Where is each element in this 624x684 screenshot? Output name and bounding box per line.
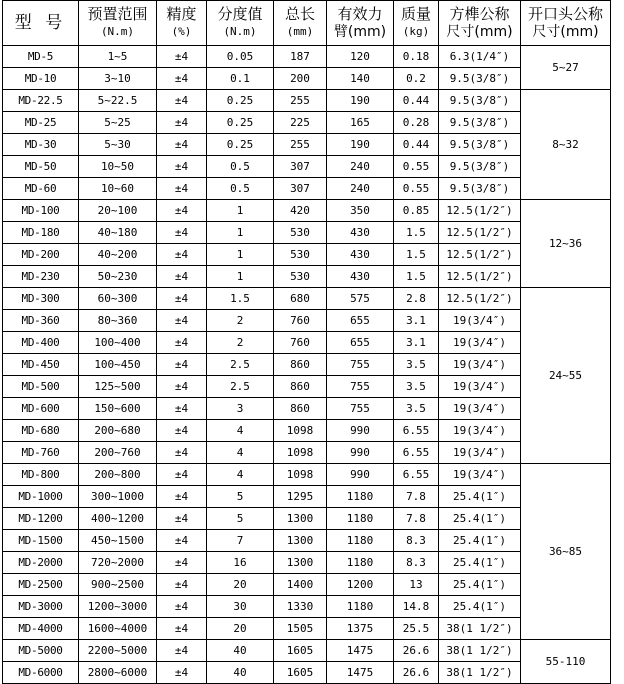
- range-cell: 150~600: [79, 398, 157, 420]
- weight-cell: 6.55: [394, 420, 439, 442]
- model-cell: MD-360: [3, 310, 79, 332]
- table-row: [3, 662, 611, 684]
- table-row: [3, 618, 611, 640]
- table-row: [3, 596, 611, 618]
- model-cell: MD-4000: [3, 618, 79, 640]
- header-arm: 有效力 臂(mm): [327, 1, 394, 46]
- length-cell: 255: [274, 90, 327, 112]
- range-cell: 10~50: [79, 156, 157, 178]
- accuracy-cell: ±4: [157, 310, 207, 332]
- table-row: [3, 244, 611, 266]
- length-cell: 1605: [274, 640, 327, 662]
- range-cell: 200~680: [79, 420, 157, 442]
- model-cell: MD-5000: [3, 640, 79, 662]
- accuracy-cell: ±4: [157, 464, 207, 486]
- square-size-cell: 19(3/4″): [439, 310, 521, 332]
- weight-cell: 2.8: [394, 288, 439, 310]
- table-row: [3, 200, 611, 222]
- accuracy-cell: ±4: [157, 354, 207, 376]
- division-cell: 40: [207, 640, 274, 662]
- arm-cell: 165: [327, 112, 394, 134]
- division-cell: 0.25: [207, 90, 274, 112]
- weight-cell: 3.1: [394, 332, 439, 354]
- model-cell: MD-200: [3, 244, 79, 266]
- length-cell: 860: [274, 398, 327, 420]
- range-cell: 125~500: [79, 376, 157, 398]
- table-row: [3, 332, 611, 354]
- model-cell: MD-25: [3, 112, 79, 134]
- arm-cell: 430: [327, 222, 394, 244]
- range-cell: 2200~5000: [79, 640, 157, 662]
- model-cell: MD-680: [3, 420, 79, 442]
- square-size-cell: 9.5(3/8″): [439, 68, 521, 90]
- length-cell: 860: [274, 376, 327, 398]
- table-row: [3, 508, 611, 530]
- weight-cell: 6.55: [394, 464, 439, 486]
- model-cell: MD-30: [3, 134, 79, 156]
- square-size-cell: 25.4(1″): [439, 596, 521, 618]
- arm-cell: 575: [327, 288, 394, 310]
- table-row: [3, 156, 611, 178]
- table-row: [3, 464, 611, 486]
- arm-cell: 190: [327, 134, 394, 156]
- length-cell: 530: [274, 244, 327, 266]
- length-cell: 1330: [274, 596, 327, 618]
- square-size-cell: 12.5(1/2″): [439, 222, 521, 244]
- division-cell: 2: [207, 310, 274, 332]
- length-cell: 1300: [274, 508, 327, 530]
- arm-cell: 1180: [327, 530, 394, 552]
- square-size-cell: 19(3/4″): [439, 464, 521, 486]
- division-cell: 40: [207, 662, 274, 684]
- weight-cell: 3.1: [394, 310, 439, 332]
- division-cell: 7: [207, 530, 274, 552]
- length-cell: 530: [274, 222, 327, 244]
- division-cell: 1: [207, 222, 274, 244]
- division-cell: 0.5: [207, 178, 274, 200]
- model-cell: MD-450: [3, 354, 79, 376]
- arm-cell: 140: [327, 68, 394, 90]
- square-size-cell: 25.4(1″): [439, 574, 521, 596]
- range-cell: 1200~3000: [79, 596, 157, 618]
- range-cell: 1600~4000: [79, 618, 157, 640]
- header-length: 总长 (mm): [274, 1, 327, 46]
- division-cell: 20: [207, 574, 274, 596]
- weight-cell: 26.6: [394, 662, 439, 684]
- model-cell: MD-50: [3, 156, 79, 178]
- table-row: [3, 640, 611, 662]
- weight-cell: 0.85: [394, 200, 439, 222]
- range-cell: 50~230: [79, 266, 157, 288]
- length-cell: 760: [274, 310, 327, 332]
- division-cell: 4: [207, 464, 274, 486]
- weight-cell: 3.5: [394, 354, 439, 376]
- model-cell: MD-60: [3, 178, 79, 200]
- header-division: 分度值 (N.m): [207, 1, 274, 46]
- length-cell: 307: [274, 178, 327, 200]
- range-cell: 5~30: [79, 134, 157, 156]
- square-size-cell: 12.5(1/2″): [439, 244, 521, 266]
- accuracy-cell: ±4: [157, 134, 207, 156]
- header-square: 方榫公称 尺寸(mm): [439, 1, 521, 46]
- table-row: [3, 398, 611, 420]
- table-row: [3, 90, 611, 112]
- model-cell: MD-1000: [3, 486, 79, 508]
- arm-cell: 1475: [327, 640, 394, 662]
- range-cell: 2800~6000: [79, 662, 157, 684]
- model-cell: MD-500: [3, 376, 79, 398]
- header-accuracy: 精度 (%): [157, 1, 207, 46]
- square-size-cell: 9.5(3/8″): [439, 90, 521, 112]
- accuracy-cell: ±4: [157, 68, 207, 90]
- model-cell: MD-400: [3, 332, 79, 354]
- model-cell: MD-22.5: [3, 90, 79, 112]
- range-cell: 450~1500: [79, 530, 157, 552]
- accuracy-cell: ±4: [157, 178, 207, 200]
- range-cell: 100~450: [79, 354, 157, 376]
- range-cell: 80~360: [79, 310, 157, 332]
- arm-cell: 120: [327, 46, 394, 68]
- accuracy-cell: ±4: [157, 398, 207, 420]
- square-size-cell: 38(1 1/2″): [439, 640, 521, 662]
- range-cell: 5~22.5: [79, 90, 157, 112]
- length-cell: 680: [274, 288, 327, 310]
- accuracy-cell: ±4: [157, 486, 207, 508]
- accuracy-cell: ±4: [157, 442, 207, 464]
- range-cell: 3~10: [79, 68, 157, 90]
- model-cell: MD-1200: [3, 508, 79, 530]
- square-size-cell: 38(1 1/2″): [439, 662, 521, 684]
- open-head-size-cell: 5~27: [521, 46, 611, 90]
- arm-cell: 655: [327, 332, 394, 354]
- arm-cell: 1475: [327, 662, 394, 684]
- square-size-cell: 19(3/4″): [439, 420, 521, 442]
- arm-cell: 240: [327, 178, 394, 200]
- model-cell: MD-800: [3, 464, 79, 486]
- arm-cell: 1180: [327, 596, 394, 618]
- arm-cell: 430: [327, 266, 394, 288]
- range-cell: 40~200: [79, 244, 157, 266]
- arm-cell: 1200: [327, 574, 394, 596]
- length-cell: 1295: [274, 486, 327, 508]
- weight-cell: 0.55: [394, 178, 439, 200]
- model-cell: MD-2000: [3, 552, 79, 574]
- square-size-cell: 12.5(1/2″): [439, 200, 521, 222]
- table-row: [3, 68, 611, 90]
- accuracy-cell: ±4: [157, 596, 207, 618]
- square-size-cell: 19(3/4″): [439, 442, 521, 464]
- accuracy-cell: ±4: [157, 618, 207, 640]
- accuracy-cell: ±4: [157, 46, 207, 68]
- accuracy-cell: ±4: [157, 508, 207, 530]
- division-cell: 30: [207, 596, 274, 618]
- table-row: [3, 112, 611, 134]
- arm-cell: 430: [327, 244, 394, 266]
- table-row: [3, 354, 611, 376]
- square-size-cell: 25.4(1″): [439, 530, 521, 552]
- weight-cell: 1.5: [394, 266, 439, 288]
- square-size-cell: 19(3/4″): [439, 398, 521, 420]
- division-cell: 0.1: [207, 68, 274, 90]
- weight-cell: 14.8: [394, 596, 439, 618]
- accuracy-cell: ±4: [157, 662, 207, 684]
- range-cell: 200~800: [79, 464, 157, 486]
- table-row: [3, 46, 611, 68]
- model-cell: MD-180: [3, 222, 79, 244]
- arm-cell: 240: [327, 156, 394, 178]
- table-row: [3, 134, 611, 156]
- weight-cell: 0.44: [394, 90, 439, 112]
- division-cell: 4: [207, 420, 274, 442]
- accuracy-cell: ±4: [157, 200, 207, 222]
- length-cell: 760: [274, 332, 327, 354]
- header-row: [3, 1, 611, 46]
- weight-cell: 25.5: [394, 618, 439, 640]
- square-size-cell: 9.5(3/8″): [439, 134, 521, 156]
- arm-cell: 755: [327, 376, 394, 398]
- length-cell: 1300: [274, 552, 327, 574]
- table-row: [3, 288, 611, 310]
- arm-cell: 990: [327, 420, 394, 442]
- header-preset-range: 预置范围 (N.m): [79, 1, 157, 46]
- length-cell: 530: [274, 266, 327, 288]
- division-cell: 5: [207, 508, 274, 530]
- division-cell: 16: [207, 552, 274, 574]
- model-cell: MD-3000: [3, 596, 79, 618]
- weight-cell: 3.5: [394, 376, 439, 398]
- square-size-cell: 19(3/4″): [439, 354, 521, 376]
- table-row: [3, 266, 611, 288]
- division-cell: 0.5: [207, 156, 274, 178]
- square-size-cell: 38(1 1/2″): [439, 618, 521, 640]
- open-head-size-cell: 36~85: [521, 464, 611, 640]
- arm-cell: 1180: [327, 486, 394, 508]
- arm-cell: 350: [327, 200, 394, 222]
- range-cell: 100~400: [79, 332, 157, 354]
- model-cell: MD-5: [3, 46, 79, 68]
- table-row: [3, 442, 611, 464]
- model-cell: MD-760: [3, 442, 79, 464]
- length-cell: 860: [274, 354, 327, 376]
- table-row: [3, 222, 611, 244]
- weight-cell: 1.5: [394, 222, 439, 244]
- arm-cell: 190: [327, 90, 394, 112]
- model-cell: MD-1500: [3, 530, 79, 552]
- model-cell: MD-6000: [3, 662, 79, 684]
- model-cell: MD-100: [3, 200, 79, 222]
- torque-wrench-spec-table: [2, 0, 611, 684]
- length-cell: 1098: [274, 464, 327, 486]
- weight-cell: 6.55: [394, 442, 439, 464]
- accuracy-cell: ±4: [157, 244, 207, 266]
- table-row: [3, 486, 611, 508]
- open-head-size-cell: 24~55: [521, 288, 611, 464]
- model-cell: MD-2500: [3, 574, 79, 596]
- division-cell: 1.5: [207, 288, 274, 310]
- arm-cell: 755: [327, 354, 394, 376]
- accuracy-cell: ±4: [157, 574, 207, 596]
- open-head-size-cell: 55-110: [521, 640, 611, 684]
- square-size-cell: 19(3/4″): [439, 332, 521, 354]
- header-weight: 质量 (kg): [394, 1, 439, 46]
- range-cell: 900~2500: [79, 574, 157, 596]
- length-cell: 255: [274, 134, 327, 156]
- accuracy-cell: ±4: [157, 640, 207, 662]
- weight-cell: 0.2: [394, 68, 439, 90]
- division-cell: 2.5: [207, 376, 274, 398]
- division-cell: 1: [207, 244, 274, 266]
- range-cell: 720~2000: [79, 552, 157, 574]
- accuracy-cell: ±4: [157, 420, 207, 442]
- model-cell: MD-230: [3, 266, 79, 288]
- division-cell: 20: [207, 618, 274, 640]
- weight-cell: 7.8: [394, 508, 439, 530]
- arm-cell: 755: [327, 398, 394, 420]
- weight-cell: 8.3: [394, 552, 439, 574]
- table-row: [3, 178, 611, 200]
- weight-cell: 26.6: [394, 640, 439, 662]
- header-model: 型 号: [3, 1, 79, 46]
- open-head-size-cell: 8~32: [521, 90, 611, 200]
- arm-cell: 990: [327, 464, 394, 486]
- range-cell: 400~1200: [79, 508, 157, 530]
- division-cell: 0.05: [207, 46, 274, 68]
- table-body: [3, 46, 611, 684]
- square-size-cell: 9.5(3/8″): [439, 178, 521, 200]
- weight-cell: 1.5: [394, 244, 439, 266]
- square-size-cell: 25.4(1″): [439, 486, 521, 508]
- range-cell: 10~60: [79, 178, 157, 200]
- length-cell: 187: [274, 46, 327, 68]
- square-size-cell: 9.5(3/8″): [439, 112, 521, 134]
- square-size-cell: 25.4(1″): [439, 552, 521, 574]
- weight-cell: 0.55: [394, 156, 439, 178]
- accuracy-cell: ±4: [157, 288, 207, 310]
- division-cell: 2: [207, 332, 274, 354]
- model-cell: MD-300: [3, 288, 79, 310]
- range-cell: 60~300: [79, 288, 157, 310]
- division-cell: 0.25: [207, 134, 274, 156]
- division-cell: 2.5: [207, 354, 274, 376]
- table-row: [3, 420, 611, 442]
- arm-cell: 1180: [327, 552, 394, 574]
- weight-cell: 3.5: [394, 398, 439, 420]
- accuracy-cell: ±4: [157, 552, 207, 574]
- weight-cell: 7.8: [394, 486, 439, 508]
- table-row: [3, 574, 611, 596]
- arm-cell: 1375: [327, 618, 394, 640]
- length-cell: 1605: [274, 662, 327, 684]
- table-row: [3, 310, 611, 332]
- weight-cell: 0.28: [394, 112, 439, 134]
- header-open-head: 开口头公称 尺寸(mm): [521, 1, 611, 46]
- range-cell: 40~180: [79, 222, 157, 244]
- weight-cell: 8.3: [394, 530, 439, 552]
- square-size-cell: 19(3/4″): [439, 376, 521, 398]
- division-cell: 0.25: [207, 112, 274, 134]
- arm-cell: 1180: [327, 508, 394, 530]
- range-cell: 20~100: [79, 200, 157, 222]
- square-size-cell: 12.5(1/2″): [439, 266, 521, 288]
- division-cell: 3: [207, 398, 274, 420]
- length-cell: 1505: [274, 618, 327, 640]
- model-cell: MD-10: [3, 68, 79, 90]
- model-cell: MD-600: [3, 398, 79, 420]
- accuracy-cell: ±4: [157, 332, 207, 354]
- length-cell: 1300: [274, 530, 327, 552]
- length-cell: 420: [274, 200, 327, 222]
- range-cell: 1~5: [79, 46, 157, 68]
- square-size-cell: 9.5(3/8″): [439, 156, 521, 178]
- length-cell: 1098: [274, 442, 327, 464]
- square-size-cell: 12.5(1/2″): [439, 288, 521, 310]
- accuracy-cell: ±4: [157, 156, 207, 178]
- table-row: [3, 530, 611, 552]
- accuracy-cell: ±4: [157, 222, 207, 244]
- weight-cell: 13: [394, 574, 439, 596]
- range-cell: 300~1000: [79, 486, 157, 508]
- open-head-size-cell: 12~36: [521, 200, 611, 288]
- division-cell: 5: [207, 486, 274, 508]
- division-cell: 1: [207, 266, 274, 288]
- length-cell: 307: [274, 156, 327, 178]
- division-cell: 1: [207, 200, 274, 222]
- length-cell: 225: [274, 112, 327, 134]
- weight-cell: 0.18: [394, 46, 439, 68]
- accuracy-cell: ±4: [157, 112, 207, 134]
- table-row: [3, 376, 611, 398]
- arm-cell: 990: [327, 442, 394, 464]
- accuracy-cell: ±4: [157, 266, 207, 288]
- length-cell: 200: [274, 68, 327, 90]
- square-size-cell: 6.3(1/4″): [439, 46, 521, 68]
- range-cell: 5~25: [79, 112, 157, 134]
- accuracy-cell: ±4: [157, 530, 207, 552]
- table-row: [3, 552, 611, 574]
- weight-cell: 0.44: [394, 134, 439, 156]
- accuracy-cell: ±4: [157, 90, 207, 112]
- length-cell: 1098: [274, 420, 327, 442]
- range-cell: 200~760: [79, 442, 157, 464]
- length-cell: 1400: [274, 574, 327, 596]
- square-size-cell: 25.4(1″): [439, 508, 521, 530]
- division-cell: 4: [207, 442, 274, 464]
- accuracy-cell: ±4: [157, 376, 207, 398]
- arm-cell: 655: [327, 310, 394, 332]
